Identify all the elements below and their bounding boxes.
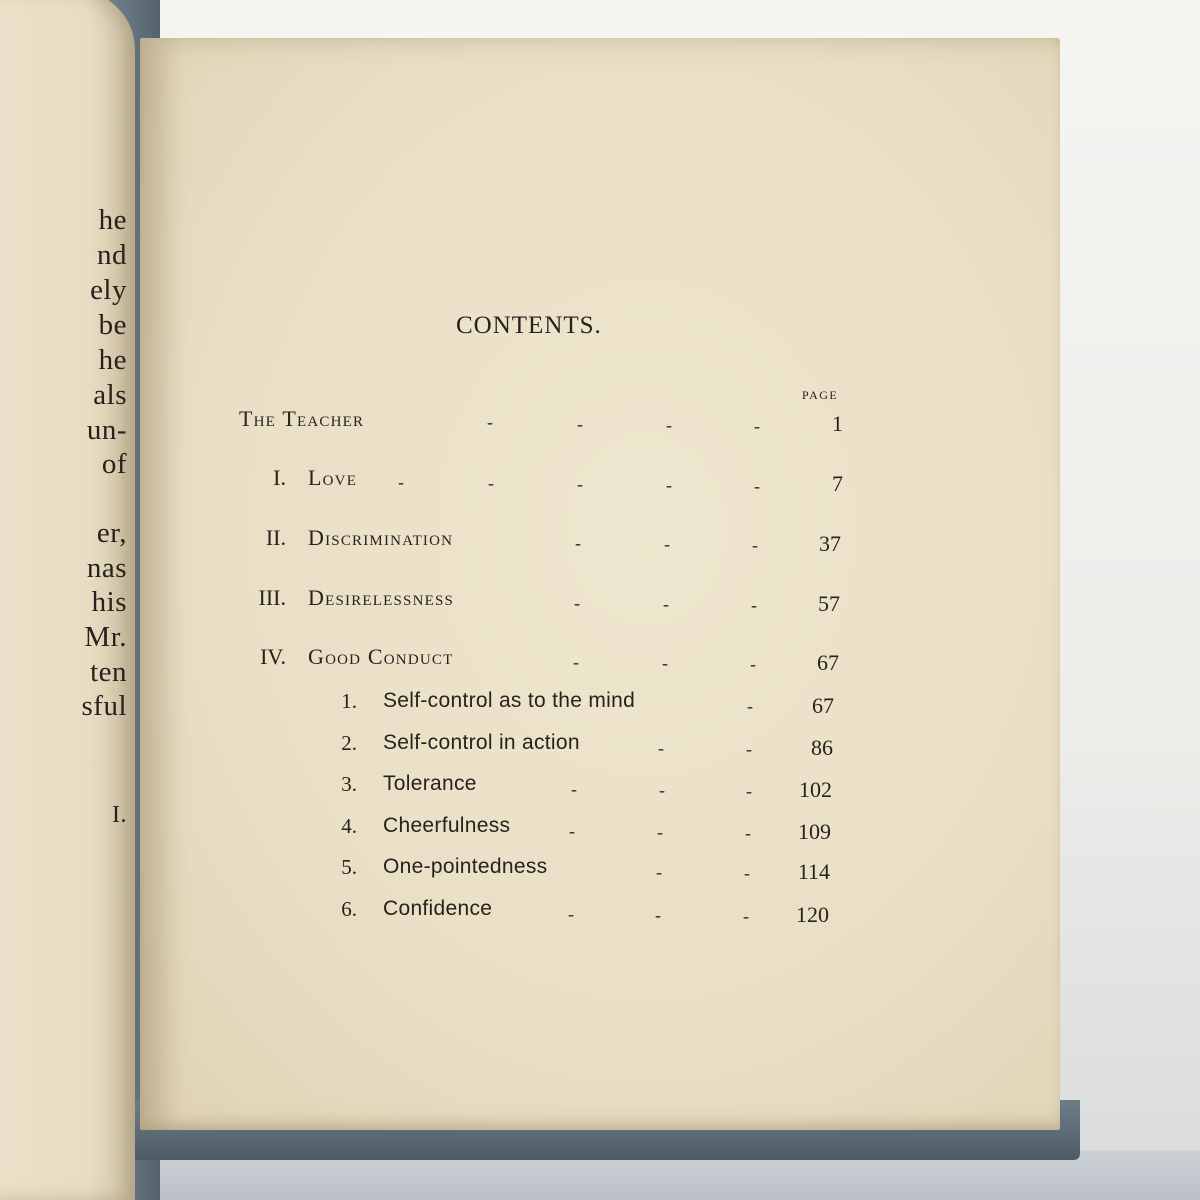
toc-subentry-title: Tolerance — [383, 772, 477, 795]
leader-dash: - — [656, 862, 662, 882]
toc-subentry-title: Confidence — [383, 897, 493, 920]
left-page-text-fragment: er, — [96, 517, 127, 549]
leader-dash: - — [571, 779, 577, 799]
left-page-text-fragment: sful — [81, 690, 127, 722]
toc-entry-title: The Teacher — [239, 406, 365, 431]
leader-dash: - — [659, 780, 665, 800]
left-page-text-fragment: Mr. — [84, 621, 127, 653]
leader-dash: - — [573, 652, 579, 672]
toc-subentry-number: 4. — [341, 814, 357, 838]
left-page-text-fragment: ely — [90, 274, 127, 306]
leader-dash: - — [662, 653, 668, 673]
leader-dash: - — [577, 414, 583, 434]
toc-entry-title: Discrimination — [308, 525, 454, 550]
left-page-text-fragment: nd — [97, 239, 127, 271]
left-page-text-fragment: be — [98, 309, 127, 341]
toc-entry-page: 37 — [819, 531, 841, 556]
left-page-text-fragment: I. — [112, 802, 127, 828]
toc-subentry-page: 86 — [811, 735, 833, 760]
leader-dash: - — [744, 863, 750, 883]
leader-dash: - — [746, 739, 752, 759]
leader-dash: - — [752, 535, 758, 555]
leader-dash: - — [655, 905, 661, 925]
page-column-header: PAGE — [802, 388, 839, 402]
toc-subentry-page: 120 — [796, 902, 829, 927]
toc-entry-page: 67 — [817, 650, 839, 675]
toc-subentry-number: 2. — [341, 731, 357, 755]
toc-entry-page: 1 — [832, 411, 843, 436]
left-page-text-fragment: he — [98, 204, 127, 236]
toc-subentry-page: 109 — [798, 819, 831, 844]
leader-dash: - — [745, 823, 751, 843]
left-page-text-fragment: he — [98, 344, 127, 376]
toc-entry-number: II. — [265, 525, 286, 550]
toc-entry-number: III. — [258, 585, 286, 610]
leader-dash: - — [663, 594, 669, 614]
leader-dash: - — [574, 593, 580, 613]
toc-entry-number: I. — [273, 465, 286, 490]
leader-dash: - — [746, 781, 752, 801]
leader-dash: - — [575, 533, 581, 553]
left-page-text-fragment: un- — [86, 414, 127, 446]
leader-dash: - — [657, 822, 663, 842]
toc-subentry-number: 1. — [341, 689, 357, 713]
toc-subentry-number: 3. — [341, 772, 357, 796]
leader-dash: - — [666, 415, 672, 435]
toc-subentry-page: 114 — [797, 859, 830, 884]
toc-entry-page: 7 — [832, 471, 843, 496]
left-page-text-fragment: ten — [90, 656, 127, 688]
left-page-text-fragment: his — [91, 586, 127, 618]
left-page-text-fragment: of — [101, 448, 127, 480]
leader-dash: - — [754, 476, 760, 496]
leader-dash: - — [751, 595, 757, 615]
leader-dash: - — [487, 412, 493, 432]
leader-dash: - — [577, 474, 583, 494]
contents-page — [140, 38, 1060, 1130]
toc-entry-title: Good Conduct — [308, 644, 454, 669]
toc-entry-title: Love — [308, 465, 358, 490]
toc-subentry-title: Cheerfulness — [383, 814, 511, 837]
toc-subentry-title: Self-control as to the mind — [383, 689, 636, 712]
left-page — [0, 0, 135, 1200]
leader-dash: - — [488, 473, 494, 493]
leader-dash: - — [747, 696, 753, 716]
leader-dash: - — [658, 738, 664, 758]
toc-entry-title: Desirelessness — [308, 585, 455, 610]
toc-entry-number: IV. — [260, 644, 286, 669]
leader-dash: - — [666, 475, 672, 495]
toc-subentry-number: 5. — [341, 855, 357, 879]
toc-subentry-title: Self-control in action — [383, 731, 580, 754]
toc-subentry-number: 6. — [341, 897, 357, 921]
leader-dash: - — [398, 472, 404, 492]
leader-dash: - — [743, 906, 749, 926]
leader-dash: - — [568, 904, 574, 924]
leader-dash: - — [754, 416, 760, 436]
toc-entry-page: 57 — [818, 591, 840, 616]
left-page-text-fragment: nas — [86, 552, 127, 584]
left-page-text-fragment: als — [93, 379, 127, 411]
toc-subentry-page: 67 — [812, 693, 834, 718]
contents-title: CONTENTS. — [456, 312, 602, 339]
leader-dash: - — [569, 821, 575, 841]
leader-dash: - — [664, 534, 670, 554]
toc-subentry-title: One-pointedness — [383, 855, 548, 878]
leader-dash: - — [750, 654, 756, 674]
toc-subentry-page: 102 — [799, 777, 832, 802]
